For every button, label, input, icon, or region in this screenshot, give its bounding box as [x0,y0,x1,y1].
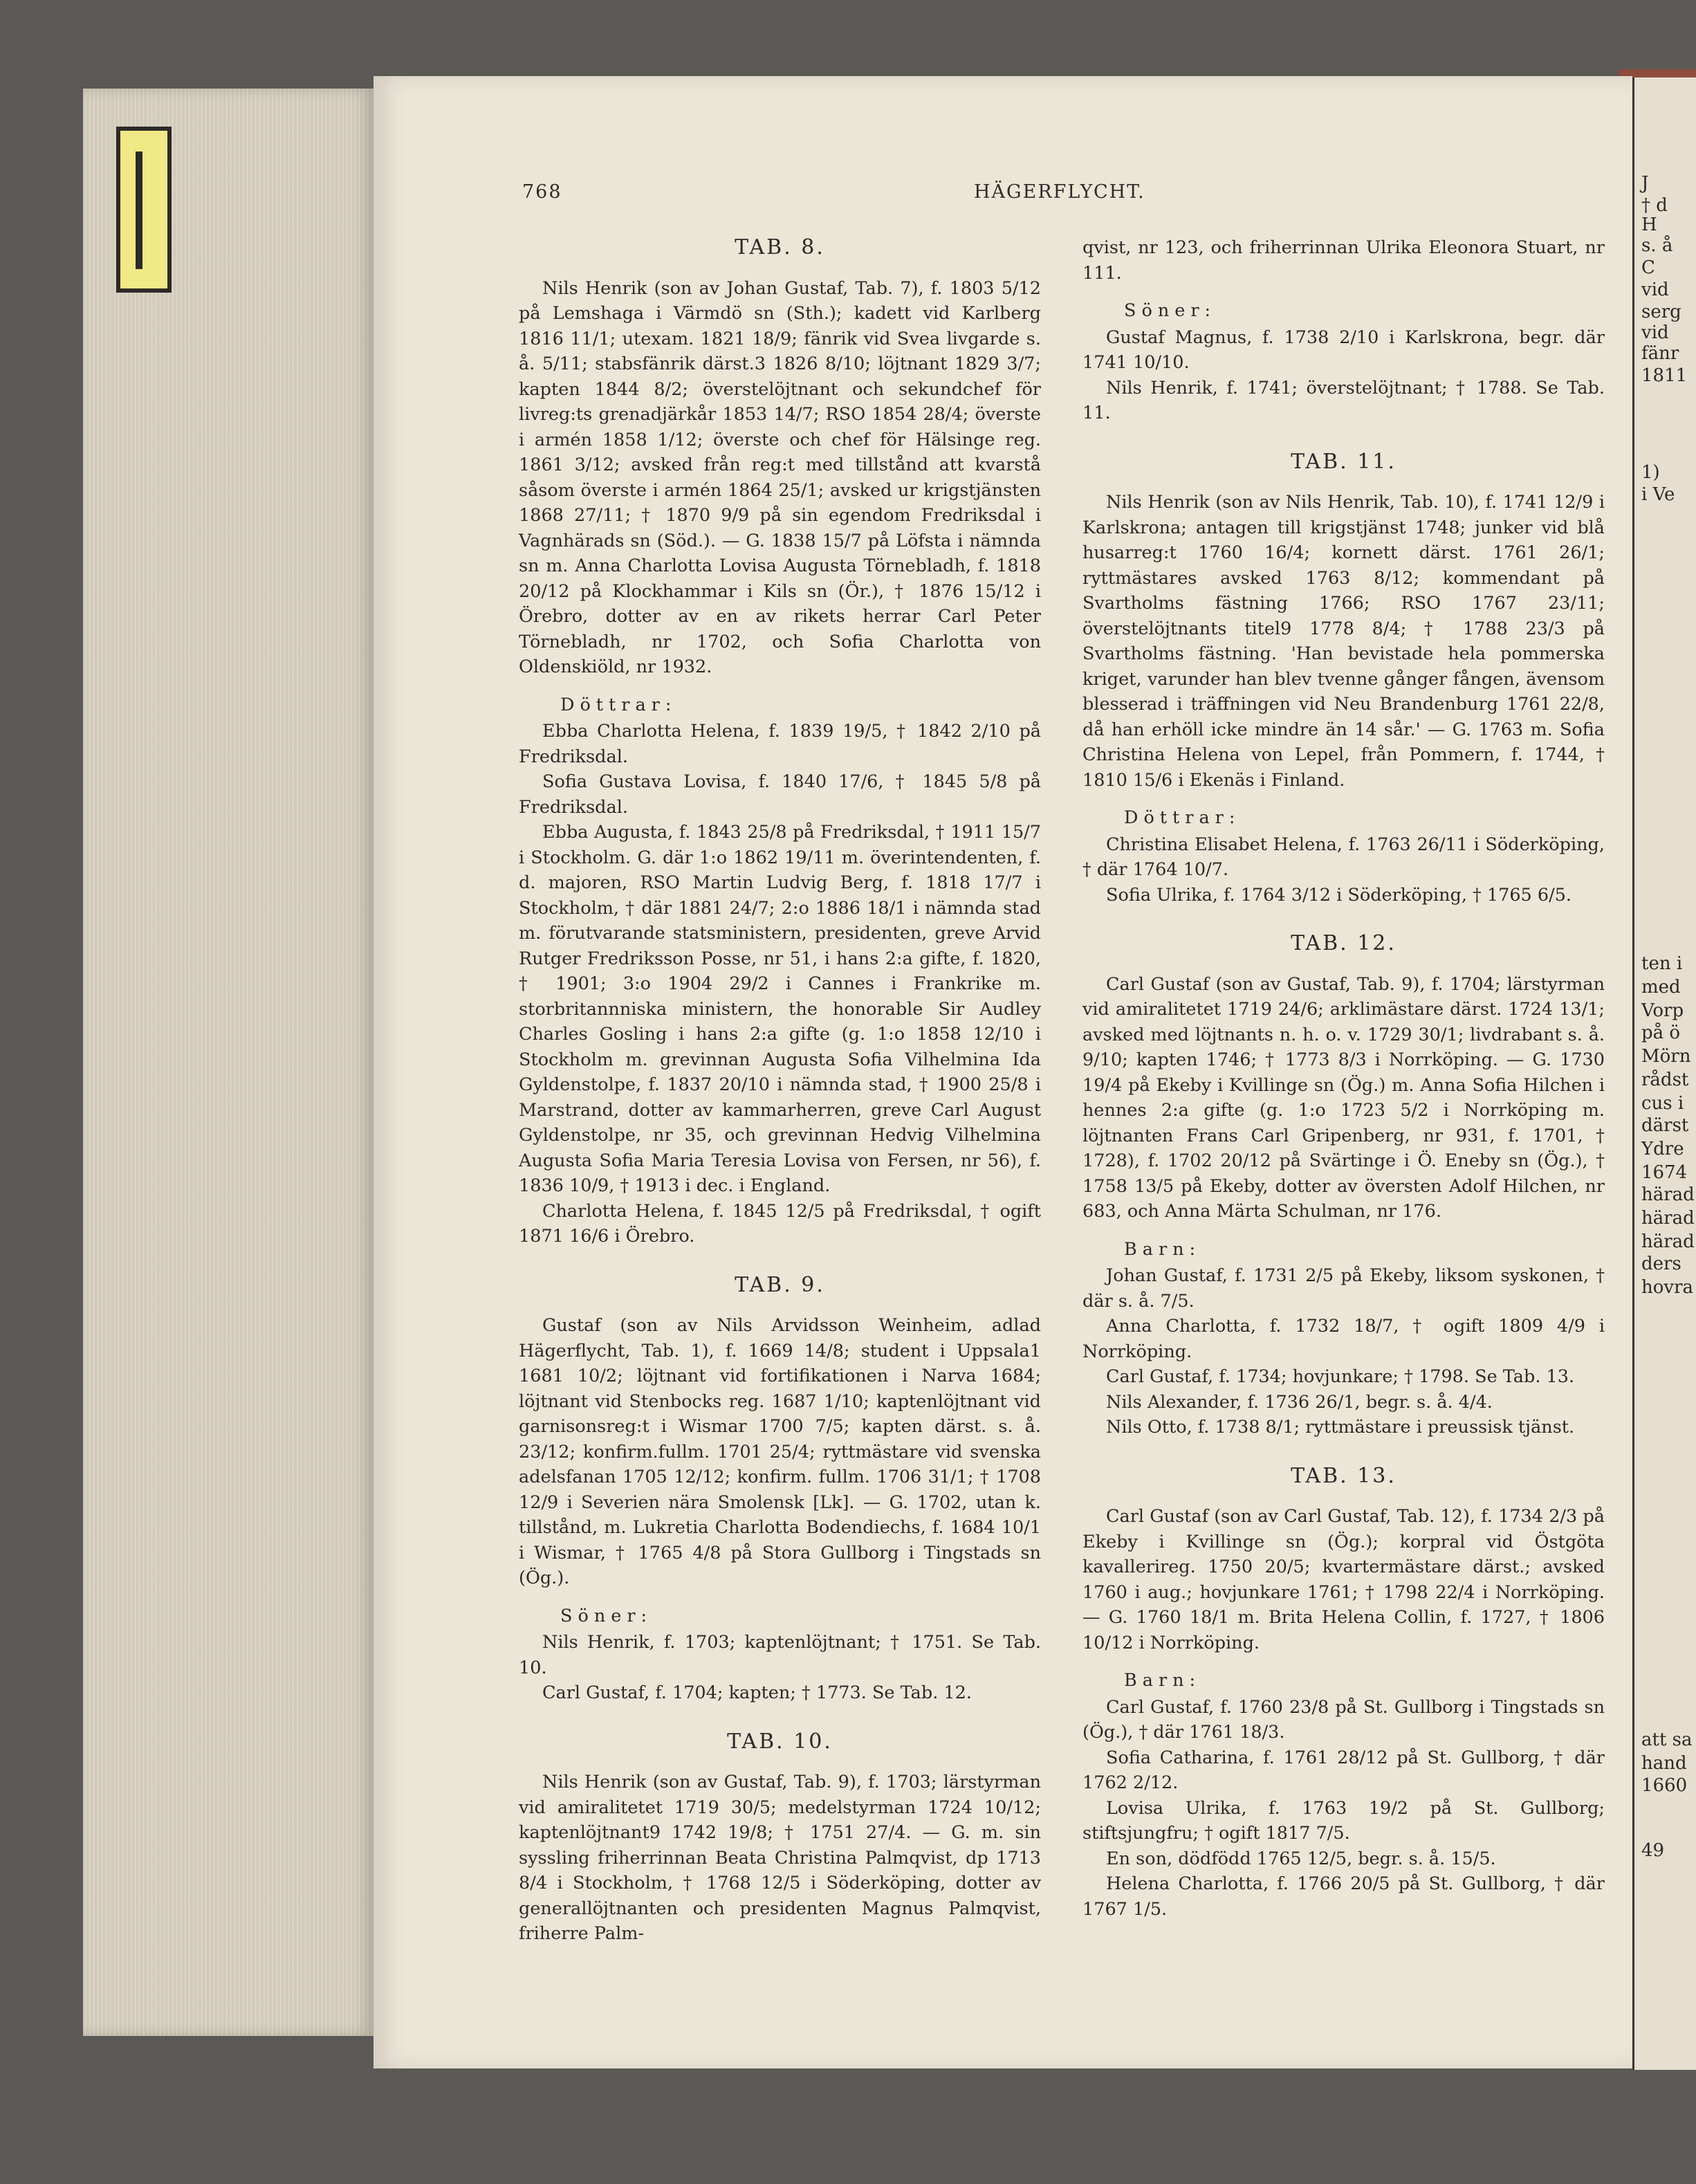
next-page-fragment: rådst [1641,1070,1689,1090]
child-entry: Carl Gustaf, f. 1734; hovjunkare; † 1798. Se Tab. 13. [1106,1366,1575,1387]
next-page-fragment: ders [1641,1254,1681,1274]
next-page-fragment: hovra [1641,1277,1694,1298]
genealogy-entry: Nils Henrik (son av Johan Gustaf, Tab. 7), f. 1803 5/12 på Lemshaga i Värmdö sn (Sth.); kadett vid Karlberg 1816 11/1; utexam. 1821 18/9; fänrik vid Svea livgarde s. å. 5/11; stabsfänrik därst.3 1826 8/10; löjtnant 1829 3/7; kapten 1844 8/2; överstelöjtnant och sekundchef för livreg:ts grenadjärkår 1853 14/7; RSO 1854 28/4; överste i armén 1858 1/12; överste och chef för Hälsinge reg. 1861 3/12; avsked från reg:t med tillstånd att kvarstå såsom överste i armén 1864 25/1; avsked ur krigstjänsten 1868 27/11; † 1870 9/9 på sin egendom Fredriksdal i Vagnhärads sn (Söd.). — G. 1838 15/7 på Löfsta i nämnda sn m. Anna Charlotta Lovisa Augusta Törnebladh, f. 1818 20/12 på Klockhammar i Kils sn (Ör.), † 1876 15/12 i Örebro, dotter av en av rikets herrar Carl Peter Törnebladh, nr 1702, och Sofia Charlotta von Oldenskiöld, nr 1932. [519,277,1041,677]
table-heading: TAB. 11. [1291,449,1397,474]
next-page-fragment: 1660 [1641,1775,1688,1796]
children-group-label: Barn: [1124,1670,1201,1691]
table-heading: TAB. 13. [1291,1463,1397,1488]
child-entry: Anna Charlotta, f. 1732 18/7, † ogift 1809 4/9 i Norrköping. [1082,1316,1605,1362]
page-number: 768 [522,181,562,203]
child-entry: Johan Gustaf, f. 1731 2/5 på Ekeby, liksom syskonen, † där s. å. 7/5. [1082,1265,1605,1312]
table-heading: TAB. 10. [727,1729,833,1754]
page-running-title: HÄGERFLYCHT. [974,181,1145,203]
right-text-column [1082,235,1605,1922]
next-page-fragment: serg [1641,302,1681,322]
next-page-fragment: 1811 [1641,365,1688,386]
next-page-fragment: Mörn [1641,1046,1691,1067]
child-entry: Nils Henrik, f. 1741; överstelöjtnant; † 1788. Se Tab. 11. [1082,377,1605,423]
next-page-fragment: på ö [1641,1022,1681,1043]
genealogy-entry: Carl Gustaf (son av Gustaf, Tab. 9), f. 1704; lärstyrman vid amiralitetet 1719 24/6; arklimästare därst. 1724 13/1; avsked med löjtnants n. h. o. v. 1729 30/1; livdrabant s. å. 9/10; kapten 1746; † 1773 8/3 i Norrköping. — G. 1730 19/4 på Ekeby i Kvillinge sn (Ög.) m. Anna Sofia Hilchen i hennes 2:a gifte (g. 1:o 1723 5/2 i Norrköping m. löjtnanten Frans Carl Gripenberg, nr 931, f. 1701, † 1728), f. 1702 20/12 på Svärtinge i Ö. Eneby sn (Ög.), † 1758 13/5 på Ekeby, dotter av översten Adolf Hilchen, nr 683, och Anna Märta Schulman, nr 176. [1082,973,1605,1222]
genealogy-entry: Nils Henrik (son av Gustaf, Tab. 9), f. 1703; lärstyrman vid amiralitetet 1719 30/5; medelstyrman 1724 10/12; kaptenlöjtnant9 1742 19/8; † 1751 27/4. — G. m. sin syssling friherrinnan Beata Christina Palmqvist, dp 1713 8/4 i Stockholm, † 1768 12/5 i Söderköping, dotter av generallöjtnanten och presidenten Magnus Palmqvist, friherre Palm- [519,1772,1041,1944]
next-page-fragment: C [1641,257,1655,278]
next-page-fragment: härad [1641,1231,1695,1252]
next-page-fragment: H [1641,214,1657,235]
children-group-label: Barn: [1124,1238,1201,1260]
next-page-fragment: att sa [1641,1729,1693,1750]
child-entry: Charlotta Helena, f. 1845 12/5 på Fredriksdal, † ogift 1871 16/6 i Örebro. [519,1200,1041,1247]
table-heading: TAB. 9. [735,1272,825,1297]
genealogy-entry: Carl Gustaf (son av Carl Gustaf, Tab. 12), f. 1734 2/3 på Ekeby i Kvillinge sn (Ög.); korpral vid Östgöta kavallerireg. 1750 20/5; kvartermästare därst.; avsked 1760 i aug.; hovjunkare 1761; † 1798 22/4 i Norrköping. — G. 1760 18/1 m. Brita Helena Collin, f. 1727, † 1806 10/12 i Norrköping. [1082,1506,1605,1653]
left-text-column [519,235,1041,1947]
book-page-edges [83,89,374,2036]
child-entry: Nils Henrik, f. 1703; kaptenlöjtnant; † 1751. Se Tab. 10. [519,1632,1041,1678]
child-entry: Nils Otto, f. 1738 8/1; ryttmästare i preussisk tjänst. [1106,1417,1575,1438]
next-page-fragment: 1) [1641,462,1660,483]
next-page-fragment: Ydre [1641,1139,1684,1159]
child-entry: Sofia Ulrika, f. 1764 3/12 i Söderköping, † 1765 6/5. [1106,884,1572,906]
next-page-fragment: vid [1641,322,1669,343]
label-bar [136,152,142,269]
library-label [116,127,172,293]
child-entry: Carl Gustaf, f. 1760 23/8 på St. Gullborg i Tingstads sn (Ög.), † där 1761 18/3. [1082,1696,1605,1743]
child-entry: Helena Charlotta, f. 1766 20/5 på St. Gullborg, † där 1767 1/5. [1082,1873,1605,1920]
next-page-edge [1632,77,1696,2070]
next-page-fragment: J [1641,173,1649,194]
child-entry: Gustaf Magnus, f. 1738 2/10 i Karlskrona, begr. där 1741 10/10. [1082,327,1605,373]
next-page-fragment: i Ve [1641,484,1675,505]
next-page-fragment: † d [1641,195,1668,216]
genealogy-entry: Gustaf (son av Nils Arvidsson Weinheim, adlad Hägerflycht, Tab. 1), f. 1669 14/8; student i Uppsala1 1681 10/2; löjtnant vid fortifikationen i Narva 1684; löjtnant vid Stenbocks reg. 1687 1/10; kaptenlöjtnant vid garnisonsreg:t i Wismar 1700 7/5; kapten därst. s. å. 23/12; konfirm.fullm. 1701 25/4; ryttmästare vid svenska adelsfanan 1705 12/12; konfirm. fullm. 1706 31/1; † 1708 12/9 i Severien nära Smolensk [Lk]. — G. 1702, utan k. tillstånd, m. Lukretia Charlotta Bodendiechs, f. 1684 10/1 i Wismar, † 1765 4/8 på Stora Gullborg i Tingstads sn (Ög.). [519,1315,1041,1588]
continued-paragraph: qvist, nr 123, och friherrinnan Ulrika Eleonora Stuart, nr 111. [1082,237,1605,284]
child-entry: Nils Alexander, f. 1736 26/1, begr. s. å. 4/4. [1106,1391,1493,1413]
next-page-fragment: 49 [1641,1840,1665,1861]
child-entry: Sofia Gustava Lovisa, f. 1840 17/6, † 1845 5/8 på Fredriksdal. [519,771,1041,818]
next-page-fragment: härad [1641,1208,1695,1229]
child-entry: En son, dödfödd 1765 12/5, begr. s. å. 15/5. [1106,1848,1496,1869]
next-page-fragment: härad [1641,1184,1695,1205]
child-entry: Christina Elisabet Helena, f. 1763 26/11 i Söderköping, † där 1764 10/7. [1082,834,1605,880]
child-entry: Ebba Charlotta Helena, f. 1839 19/5, † 1842 2/10 på Fredriksdal. [519,721,1041,767]
genealogy-entry: Nils Henrik (son av Nils Henrik, Tab. 10), f. 1741 12/9 i Karlskrona; antagen till krigstjänst 1748; junker vid blå husarreg:t 1760 16/4; kornett därst. 1761 26/1; ryttmästares avsked 1763 8/12; kommendant på Svartholms fästning 1766; RSO 1767 23/11; överstelöjtnants titel9 1778 8/4; † 1788 23/3 på Svartholms fästning. 'Han bevistade hela pommerska kriget, varunder han blev tvenne gånger fången, ävensom blesserad i träffningen vid Neu Brandenburg 1761 22/8, då han erhöll icke mindre än 14 sår.' — G. 1763 m. Sofia Christina Helena von Lepel, från Pommern, f. 1744, † 1810 15/6 i Ekenäs i Finland. [1082,492,1605,791]
next-page-fragment: därst [1641,1115,1689,1136]
next-page-fragment: hand [1641,1753,1687,1774]
child-entry: Carl Gustaf, f. 1704; kapten; † 1773. Se Tab. 12. [542,1682,972,1703]
child-entry: Lovisa Ulrika, f. 1763 19/2 på St. Gullborg; stiftsjungfru; † ogift 1817 7/5. [1082,1797,1605,1844]
next-page-fragment: 1674 [1641,1162,1688,1183]
child-entry: Ebba Augusta, f. 1843 25/8 på Fredriksdal, † 1911 15/7 i Stockholm. G. där 1:o 1862 19/11 m. överintendenten, f. d. majoren, RSO Martin Ludvig Berg, f. 1818 17/7 i Stockholm, † där 1881 24/7; 2:o 1886 18/1 i nämnda stad m. förutvarande statsministern, presidenten, greve Arvid Rutger Fredriksson Posse, nr 51, i hans 2:a gifte, f. 1820, † 1901; 3:o 1904 29/2 i Cannes i Frankrike m. storbritannniska ministern, the honorable Sir Audley Charles Gosling i hans 2:a gifte (g. 1:o 1858 12/10 i Stockholm m. grevinnan Augusta Sofia Vilhelmina Ida Gyldenstolpe, f. 1837 20/10 i nämnda stad, † 1900 25/8 i Marstrand, dotter av kammarherren, greve Carl August Gyldenstolpe, nr 35, och grevinnan Hedvig Vilhelmina Augusta Sofia Maria Teresia Lovisa von Fersen, nr 56), f. 1836 10/9, † 1913 i dec. i England. [519,822,1041,1196]
next-page-fragment: Vorp [1641,1000,1684,1021]
table-heading: TAB. 12. [1291,931,1397,955]
children-group-label: Söner: [560,1605,653,1626]
child-entry: Sofia Catharina, f. 1761 28/12 på St. Gullborg, † där 1762 2/12. [1082,1747,1605,1793]
next-page-fragment: med [1641,977,1681,998]
children-group-label: Söner: [1124,300,1217,321]
next-page-fragment: fänr [1641,343,1679,364]
next-page-fragment: s. å [1641,235,1673,256]
children-group-label: Döttrar: [560,694,677,715]
next-page-fragment: vid [1641,279,1669,300]
next-page-fragment: cus i [1641,1093,1684,1114]
table-heading: TAB. 8. [735,235,825,259]
next-page-fragment: ten i [1641,953,1683,974]
children-group-label: Döttrar: [1124,807,1241,828]
